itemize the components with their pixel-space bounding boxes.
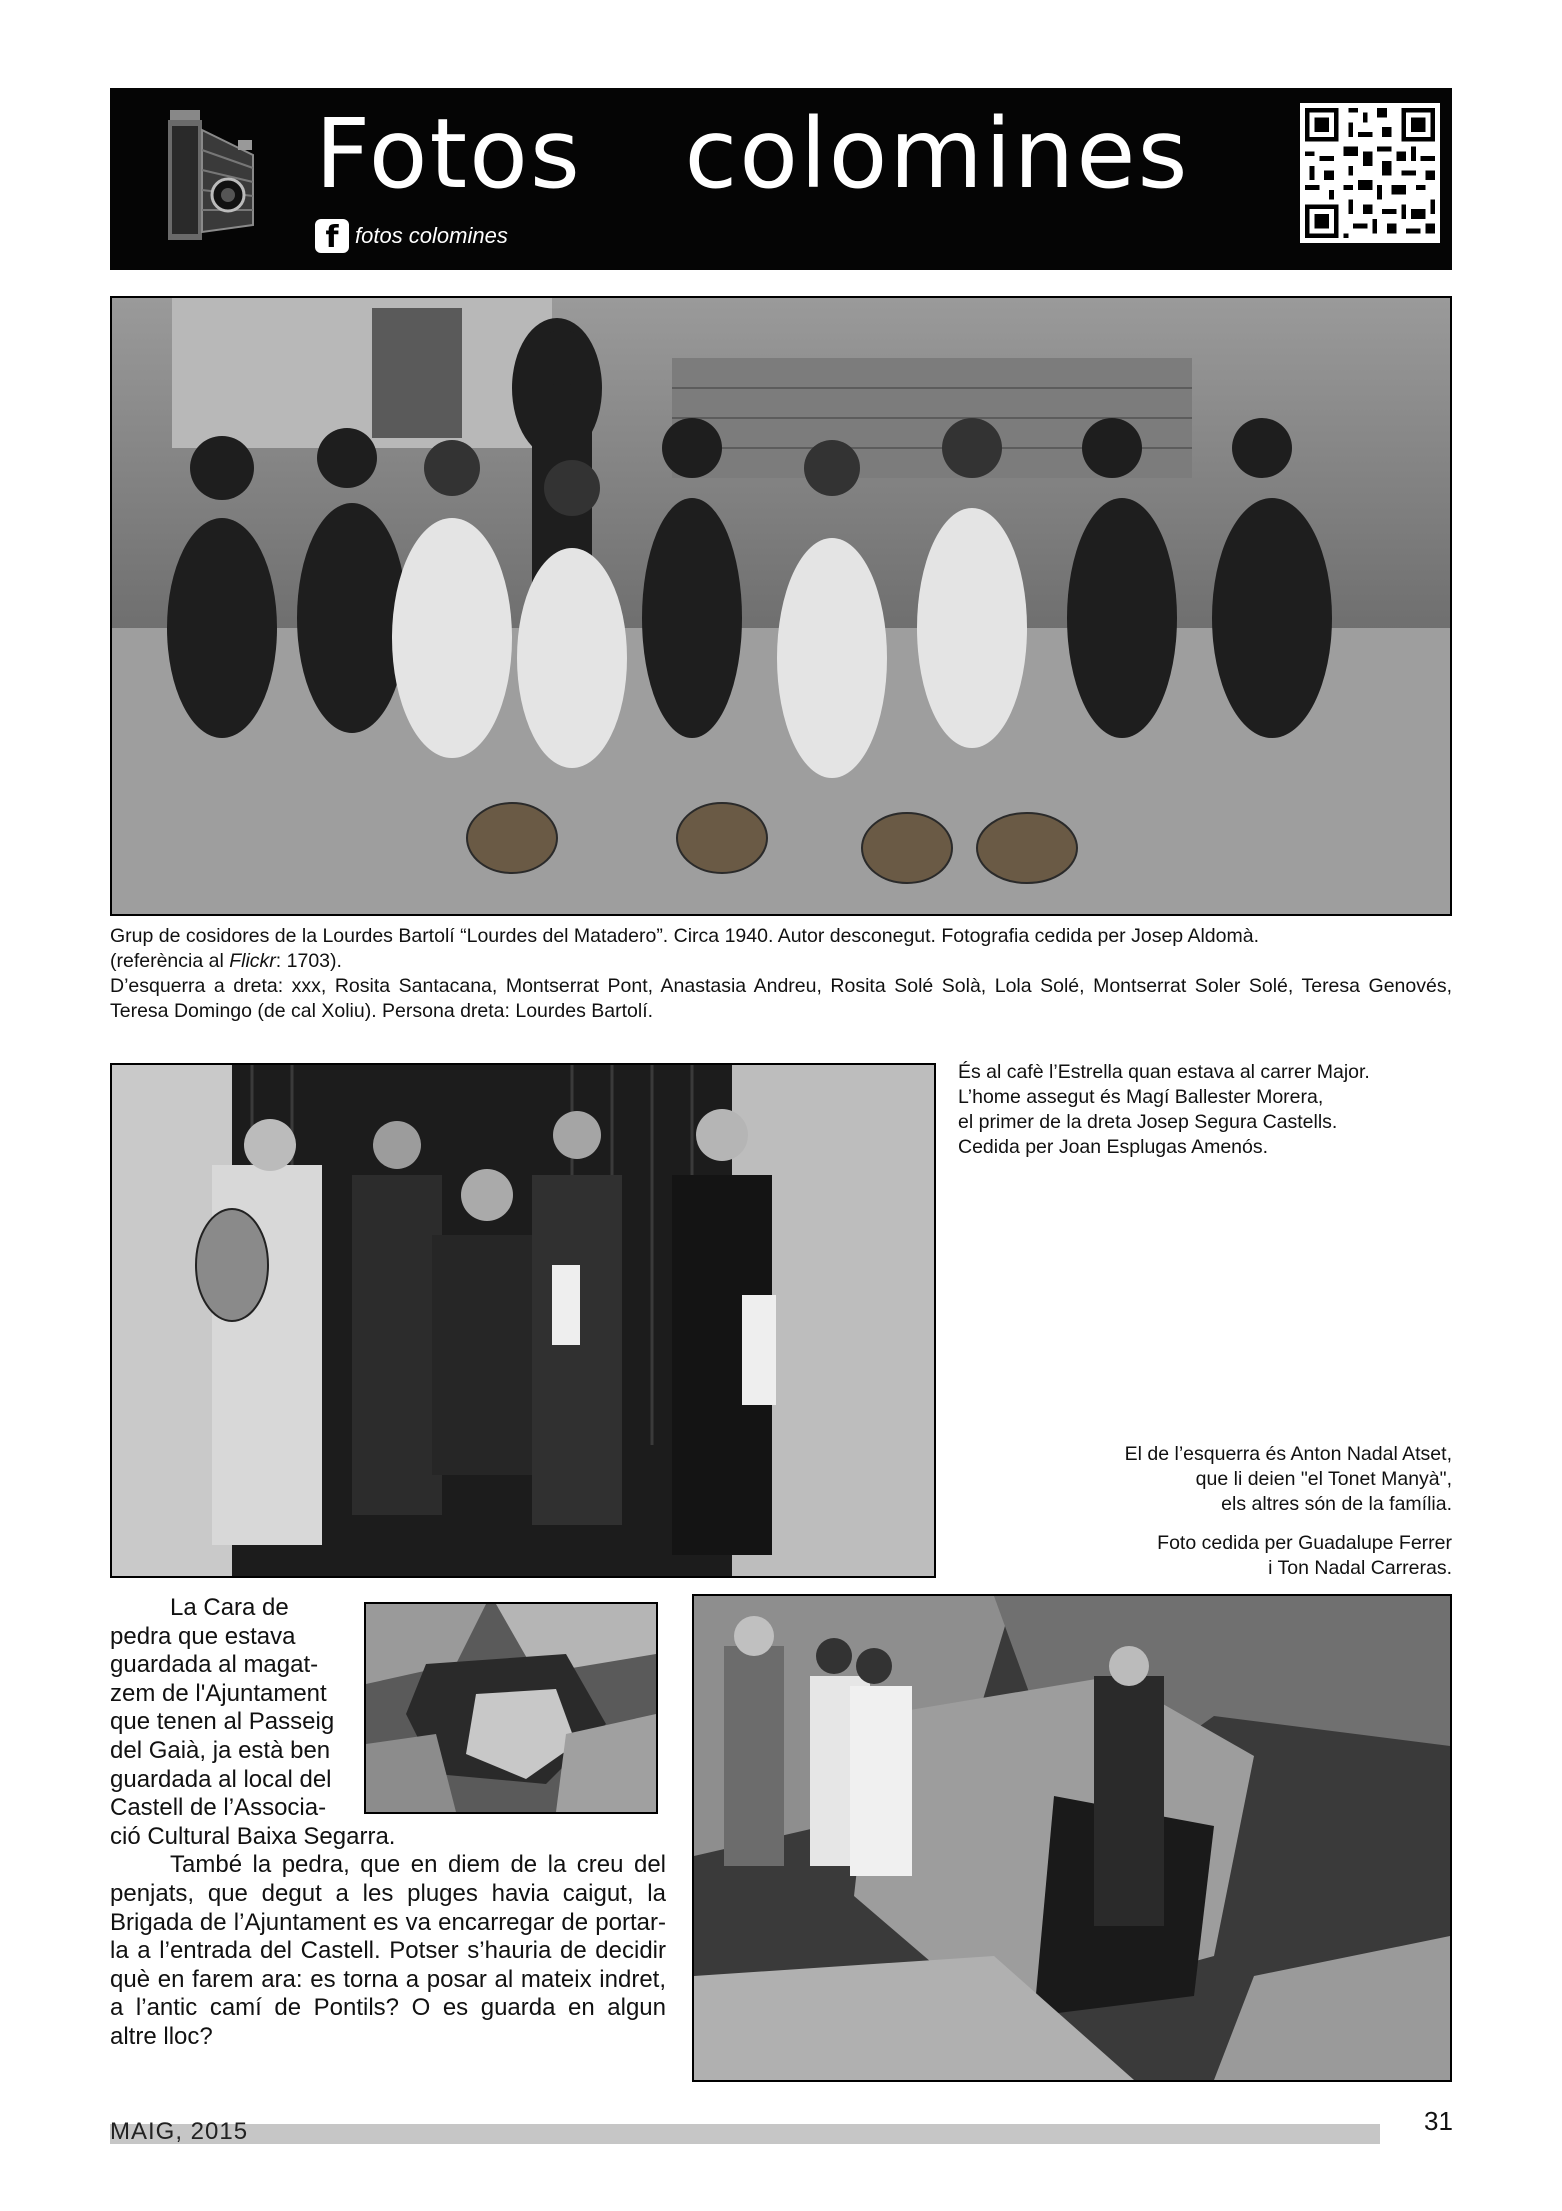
facebook-icon: f — [315, 219, 349, 253]
footer-bar — [110, 2124, 1380, 2144]
nadal-family-rocks-photo — [692, 1594, 1452, 2082]
caption-reference — [110, 949, 1452, 974]
article-line: ció Cultural Baixa Segarra. — [110, 1822, 396, 1850]
cafe-estrella-caption — [958, 1060, 1458, 1160]
camera-icon — [158, 100, 268, 260]
cafe-estrella-photo — [110, 1063, 936, 1578]
caption-credit — [1000, 1531, 1452, 1581]
caption-line: els altres són de la família. — [1221, 1493, 1452, 1515]
article-line: La Cara de — [170, 1594, 289, 1621]
caption-line: L’home assegut és Magí Ballester Morera, — [958, 1086, 1324, 1108]
caption-line: És al cafè l’Estrella quan estava al carrer Major. — [958, 1061, 1370, 1083]
header-banner — [110, 88, 1452, 270]
article-paragraph: També la pedra, que en diem de la creu del penjats, que degut a les pluges havia caigut, la Brigada de l’Ajuntament es va encarregar de portar-la a l’entrada del Castell. Potser s’hauria de decidir què en farem ara: es torna a posar al mateix indret, a l’antic camí de Pontils? O es guarda en algun altre lloc? — [110, 1851, 666, 2050]
article-line: Castell de l’Associa- — [110, 1794, 327, 1822]
issue-date: MAIG, 2015 — [110, 2118, 249, 2145]
caption-block — [1000, 1442, 1452, 1517]
caption-line: Foto cedida per Guadalupe Ferrer — [1157, 1532, 1452, 1554]
reference-suffix: : 1703). — [275, 950, 342, 972]
facebook-link[interactable] — [315, 218, 508, 254]
caption-line: i Ton Nadal Carreras. — [1268, 1557, 1452, 1579]
nadal-family-caption — [1000, 1442, 1452, 1595]
seamstresses-group-photo — [110, 296, 1452, 916]
caption-line: El de l’esquerra és Anton Nadal Atset, — [1124, 1443, 1452, 1465]
caption-line: el primer de la dreta Josep Segura Castells. — [958, 1111, 1338, 1133]
article-line: guardada al local del — [110, 1765, 332, 1793]
flickr-word: Flickr — [229, 950, 276, 972]
caption-people: D’esquerra a dreta: xxx, Rosita Santacana, Montserrat Pont, Anastasia Andreu, Rosita Solé Solà, Lola Solé, Montserrat Soler Solé, Teresa Genovés, Teresa Domingo (de cal Xoliu). Persona dreta: Lourdes Bartolí. — [110, 975, 1452, 1022]
article-line: zem de l'Ajuntament — [110, 1679, 327, 1707]
article-line: que tenen al Passeig — [110, 1708, 335, 1736]
article-text — [110, 1594, 666, 2052]
caption-line: Cedida per Joan Esplugas Amenós. — [958, 1136, 1269, 1158]
qr-code-icon[interactable] — [1300, 103, 1440, 243]
page-number: 31 — [1424, 2106, 1453, 2136]
seamstresses-caption — [110, 924, 1452, 1024]
article-line: guardada al magat- — [110, 1651, 319, 1679]
reference-prefix: (referència al — [110, 950, 230, 972]
caption-line: que li deien "el Tonet Manyà", — [1195, 1468, 1452, 1490]
article-line: pedra que estava — [110, 1622, 296, 1650]
page-title: Fotos colomines — [315, 98, 1190, 210]
facebook-label: fotos colomines — [355, 223, 508, 248]
caption-line: Grup de cosidores de la Lourdes Bartolí “Lourdes del Matadero”. Circa 1940. Autor desconegut. Fotografia cedida per Josep Aldomà. — [110, 925, 1260, 947]
article-line: del Gaià, ja està ben — [110, 1736, 331, 1764]
